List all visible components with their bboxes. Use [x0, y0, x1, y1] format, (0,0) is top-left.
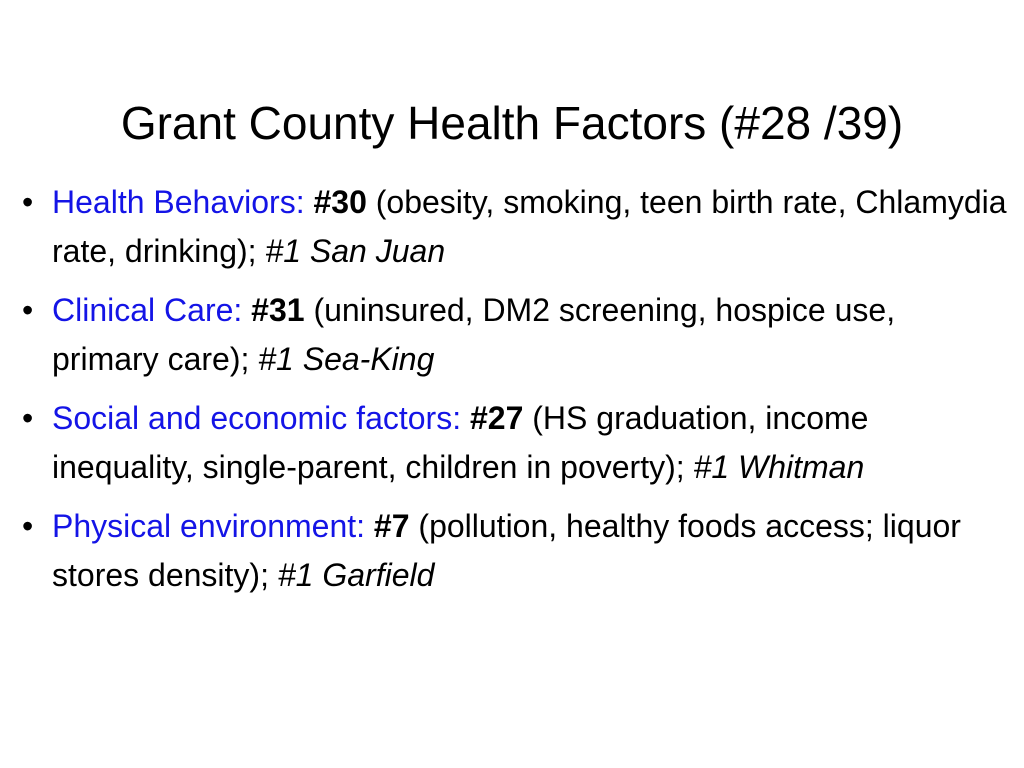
bullet-dot-icon: • — [22, 292, 34, 328]
bullet-dot-icon: • — [22, 508, 34, 544]
bullet-top-county: #1 Garfield — [277, 557, 435, 593]
bullet-top-county: #1 Whitman — [693, 449, 865, 485]
bullet-clinical-care — [22, 286, 1007, 384]
bullet-category: Clinical Care: — [52, 292, 252, 328]
bullet-dot-icon: • — [22, 400, 34, 436]
bullet-top-county: #1 San Juan — [265, 233, 446, 269]
bullet-details: (HS graduation, income inequality, single-parent, children in poverty); — [52, 400, 869, 485]
bullet-category: Social and economic factors: — [52, 400, 470, 436]
bullet-rank: #7 — [373, 508, 410, 544]
bullet-rank: #31 — [251, 292, 305, 328]
bullet-physical-environment — [22, 502, 1007, 600]
bullet-details: (pollution, healthy foods access; liquor stores density); — [52, 508, 961, 593]
bullet-dot-icon: • — [22, 184, 34, 220]
bullet-details: (obesity, smoking, teen birth rate, Chlamydia rate, drinking); — [52, 184, 1007, 269]
bullet-list — [22, 178, 1007, 610]
bullet-rank: #27 — [469, 400, 524, 436]
bullet-category: Physical environment: — [52, 508, 374, 544]
bullet-category: Health Behaviors: — [52, 184, 314, 220]
bullet-health-behaviors — [22, 178, 1007, 276]
bullet-details: (uninsured, DM2 screening, hospice use, primary care); — [52, 292, 896, 377]
slide-title: Grant County Health Factors (#28 /39) — [120, 96, 904, 149]
bullet-top-county: #1 Sea-King — [258, 341, 435, 377]
bullet-social-economic — [22, 394, 1007, 492]
bullet-rank: #30 — [313, 184, 367, 220]
